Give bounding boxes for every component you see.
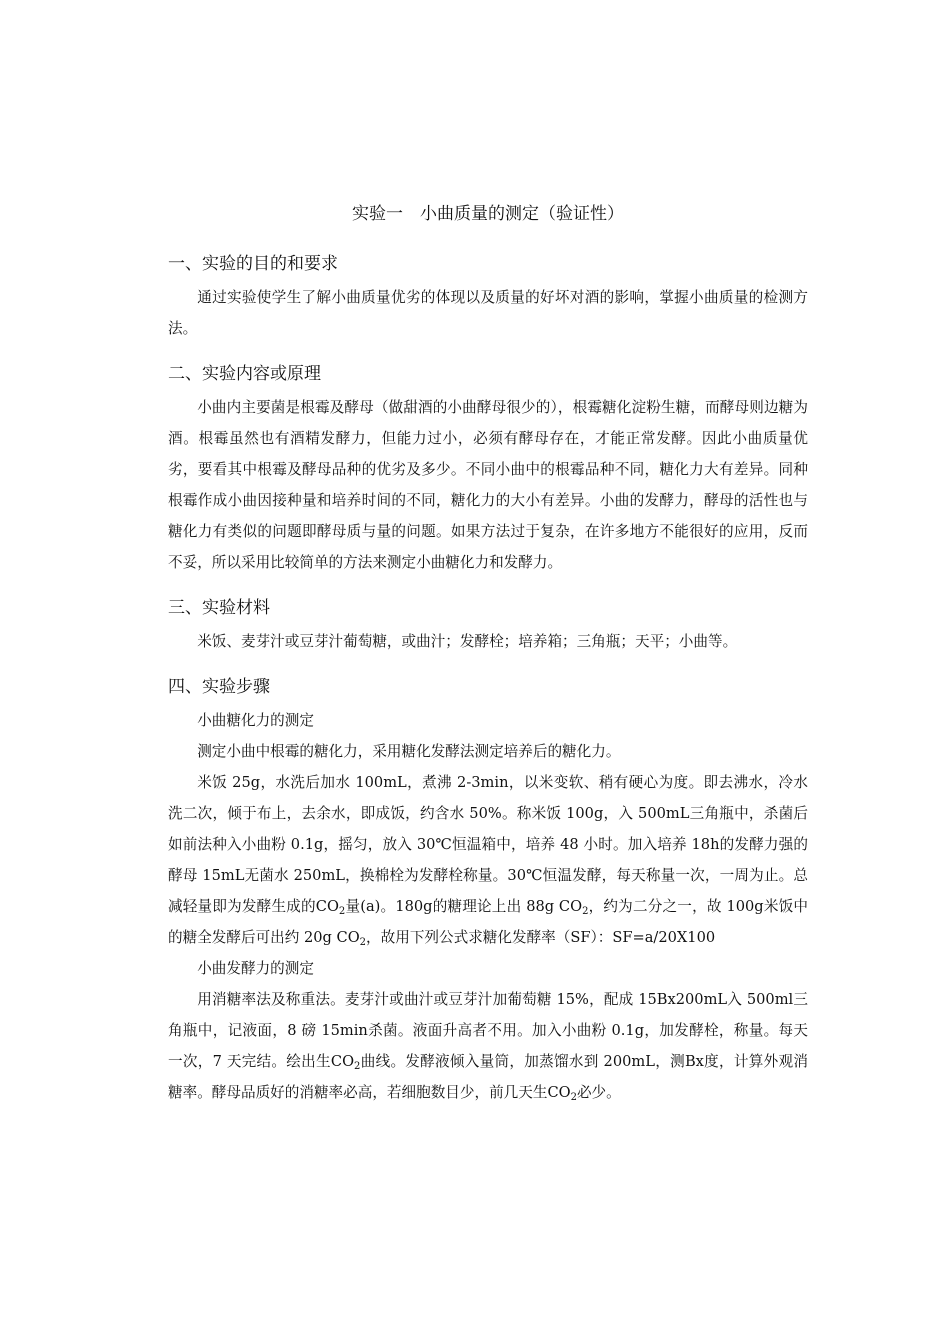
subscript-2: 2 [338, 906, 346, 917]
document-body [168, 200, 808, 1108]
fermentation-text-2: 曲线。发酵液倾入量筒，加蒸馏水到 200mL，测Bx度，计算外观消糖率。酵母品质好的消糖率必高，若细胞数目少，前几天生CO [168, 1053, 808, 1101]
subscript-2: 2 [354, 1061, 361, 1072]
subheading-fermentation: 小曲发酵力的测定 [197, 960, 314, 977]
fermentation-text-1: 用消糖率法及称重法。麦芽汁或曲汁或豆芽汁加葡萄糖 15%，配成 15Bx200mL入 500ml三角瓶中，记液面，8 磅 15min杀菌。液面升高者不用。加入小曲粉 0.1g，加发酵栓，称量。每天一次，7 天完结。绘出生CO [168, 991, 808, 1070]
method-text-3: ，约为二分之一，故 100g米饭中的糖全发酵后可出约 20g CO [168, 898, 808, 946]
page-title: 实验一 小曲质量的测定（验证性） [352, 204, 624, 224]
fermentation-text-3: 必少。 [576, 1084, 621, 1101]
section-heading-objectives: 一、实验的目的和要求 [168, 254, 338, 274]
subscript-2: 2 [359, 937, 367, 948]
section-heading-principle: 二、实验内容或原理 [168, 364, 321, 384]
materials-paragraph: 米饭、麦芽汁或豆芽汁葡萄糖，或曲汁；发酵栓；培养箱；三角瓶；天平；小曲等。 [197, 633, 738, 650]
fermentation-method-paragraph [168, 984, 808, 1108]
section-heading-procedure: 四、实验步骤 [168, 677, 270, 697]
method-text-1: 米饭 25g，水洗后加水 100mL，煮沸 2-3min，以米变软、稍有硬心为度。即去沸水，冷水洗二次，倾于布上，去余水，即成饭，约含水 50%。称米饭 100g，入 500mL三角瓶中，杀菌后如前法种入小曲粉 0.1g，摇匀，放入 30℃恒温箱中，培养 48 小时。加入培养 18h的发酵力强的酵母 15mL无菌水 250mL，换棉栓为发酵栓称量。30℃恒温发酵，每天称量一次，一周为止。总减轻量即为发酵生成的CO [168, 774, 808, 915]
method-text-2: 量(a)。180g的糖理论上出 88g CO [345, 898, 583, 915]
section-heading-materials: 三、实验材料 [168, 598, 270, 618]
subscript-2: 2 [570, 1092, 577, 1103]
subscript-2: 2 [582, 906, 589, 917]
saccharification-method-paragraph [168, 767, 808, 953]
method-text-4: ，故用下列公式求糖化发酵率（SF）：SF=a/20X100 [366, 929, 716, 946]
objectives-paragraph: 通过实验使学生了解小曲质量优劣的体现以及质量的好坏对酒的影响，掌握小曲质量的检测方法。 [168, 289, 808, 337]
principle-paragraph: 小曲内主要菌是根霉及酵母（做甜酒的小曲酵母很少的），根霉糖化淀粉生糖，而酵母则边糖为酒。根霉虽然也有酒精发酵力，但能力过小，必须有酵母存在，才能正常发酵。因此小曲质量优劣，要看其中根霉及酵母品种的优劣及多少。不同小曲中的根霉品种不同，糖化力大有差异。同种根霉作成小曲因接种量和培养时间的不同，糖化力的大小有差异。小曲的发酵力，酵母的活性也与糖化力有类似的问题即酵母质与量的问题。如果方法过于复杂，在许多地方不能很好的应用，反而不妥，所以采用比较简单的方法来测定小曲糖化力和发酵力。 [168, 399, 808, 571]
subheading-saccharification: 小曲糖化力的测定 [197, 712, 314, 729]
saccharification-intro-paragraph: 测定小曲中根霉的糖化力，采用糖化发酵法测定培养后的糖化力。 [197, 743, 621, 760]
